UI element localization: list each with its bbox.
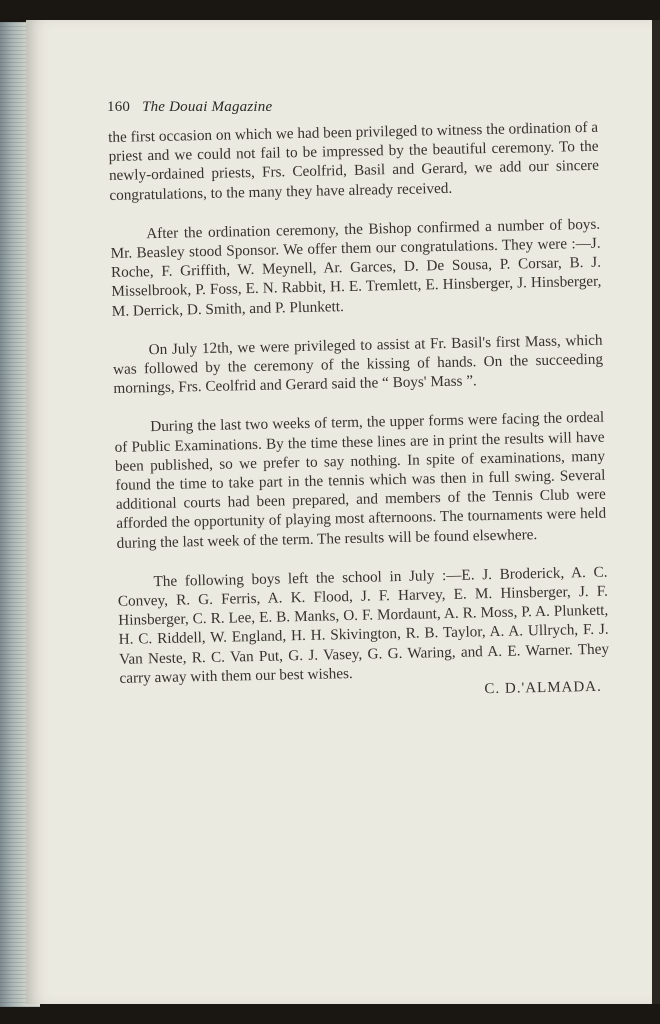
paragraph-4: During the last two weeks of term, the upper forms were facing the ordeal of Public Examinations. By the time these lines are in print the results will have been published, so we prefer to say nothing. In spite of examinations, many found the time to take part in the tennis which was then in full swing. Several additional courts had been prepared, and members of the Tennis Club were afforded the opportunity of playing most afternoons. The tournaments were held during the last week of the term. The results will be found elsewhere. bbox=[114, 409, 607, 552]
paragraph-3: On July 12th, we were privileged to assist at Fr. Basil's first Mass, which was followed by the ceremony of the kissing of hands. On the succeeding mornings, Frs. Ceolfrid and Gerard said the “ Boys' Mass ”. bbox=[112, 331, 604, 398]
author-signature: C. D.'ALMADA. bbox=[484, 678, 602, 698]
paragraph-2: After the ordination ceremony, the Bishop confirmed a number of boys. Mr. Beasley stood Sponsor. We offer them our congratulations. They were :—J. Roche, F. Griffith, W. Meynell, Ar. Garces, D. De Sousa, P. Corsar, B. J. Misselbrook, P. Foss, E. N. Rabbit, H. E. Tremlett, E. Hinsberger, J. Hinsberger, M. Derrick, D. Smith, and P. Plunkett. bbox=[110, 215, 602, 320]
paragraph-1: the first occasion on which we had been privileged to witness the ordination of a priest and we could not fail to be impressed by the beautiful ceremony. To the newly-ordained priests, Frs. Ceolfrid, Basil and Gerard, we add our sincere congratulations, to the many they have already received. bbox=[108, 118, 600, 204]
magazine-title: The Douai Magazine bbox=[142, 99, 273, 115]
page-number: 160 bbox=[107, 99, 131, 115]
running-header bbox=[107, 99, 272, 116]
binding-shadow bbox=[652, 20, 660, 1004]
paragraph-5: The following boys left the school in July :—E. J. Broderick, A. C. Convey, R. G. Ferris, A. K. Flood, J. F. Harvey, E. M. Hinsberger, J. F. Hinsberger, C. R. Lee, E. B. Manks, O. F. Mordaunt, A. R. Moss, P. A. Plunkett, H. C. Riddell, W. England, H. H. Skivington, R. B. Taylor, A. A. Ullrych, F. J. Van Neste, R. C. Van Put, G. J. Vasey, G. G. Waring, and A. E. Warner. They carry away with them our best wishes. bbox=[117, 563, 610, 687]
article-body bbox=[108, 118, 610, 707]
